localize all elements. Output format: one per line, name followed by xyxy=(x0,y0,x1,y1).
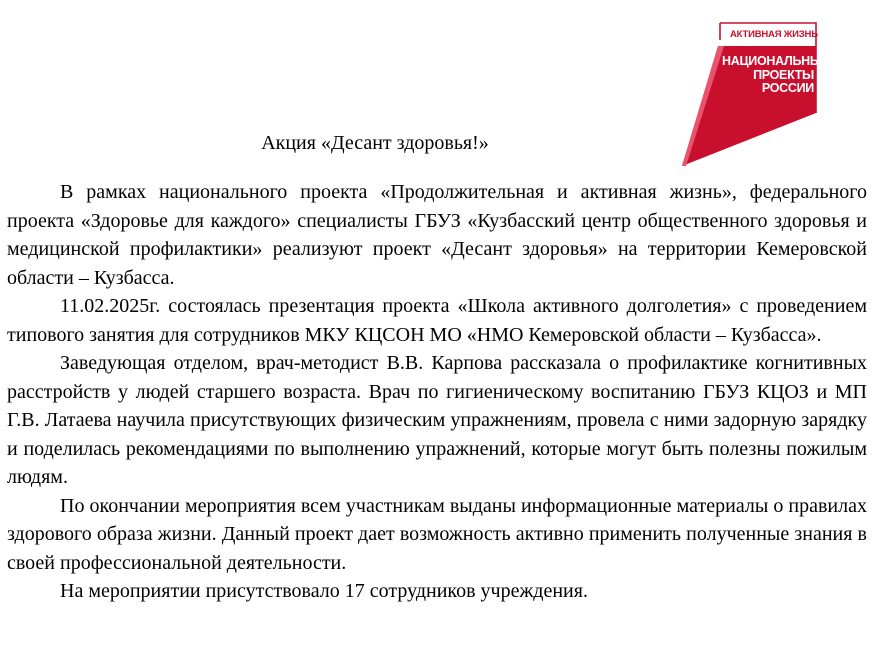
paragraph-1: В рамках национального проекта «Продолжительная и активная жизнь», федерального проекта «Здоровье для каждого» специалисты ГБУЗ «Кузбасский центр общественного здоровья и медицинской профилактики» реализуют проект «Десант здоровья» на территории Кемеровской области – Кузбасса. xyxy=(7,181,867,289)
logo-tagline: АКТИВНАЯ ЖИЗНЬ xyxy=(730,29,818,40)
document-body xyxy=(7,178,867,606)
paragraph-5: На мероприятии присутствовало 17 сотрудников учреждения. xyxy=(60,580,588,602)
paragraph-2: 11.02.2025г. состоялась презентация проекта «Школа активного долголетия» с проведением типового занятия для сотрудников МКУ КЦСОН МО «НМО Кемеровской области – Кузбасса». xyxy=(7,295,867,346)
document-title: Акция «Десант здоровья!» xyxy=(261,132,489,154)
logo-title xyxy=(722,54,830,96)
logo-line-1: НАЦИОНАЛЬНЫЕ xyxy=(722,54,830,68)
paragraph-3: Заведующая отделом, врач-методист В.В. Карпова рассказала о профилактике когнитивных расстройств у людей старшего возраста. Врач по гигиеническому воспитанию ГБУЗ КЦОЗ и МП Г.В. Латаева научила присутствующих физическим упражнениям, провела с ними задорную зарядку и поделилась рекомендациями по выполнению упражнений, которые могут быть полезны пожилым людям. xyxy=(7,352,867,488)
logo-line-2: ПРОЕКТЫ xyxy=(753,67,814,82)
paragraph-4: По окончании мероприятия всем участникам выданы информационные материалы о правилах здорового образа жизни. Данный проект дает возможность активно применить полученные знания в своей профессиональной деятельности. xyxy=(7,494,867,574)
logo-line-3: РОССИИ xyxy=(761,81,814,95)
